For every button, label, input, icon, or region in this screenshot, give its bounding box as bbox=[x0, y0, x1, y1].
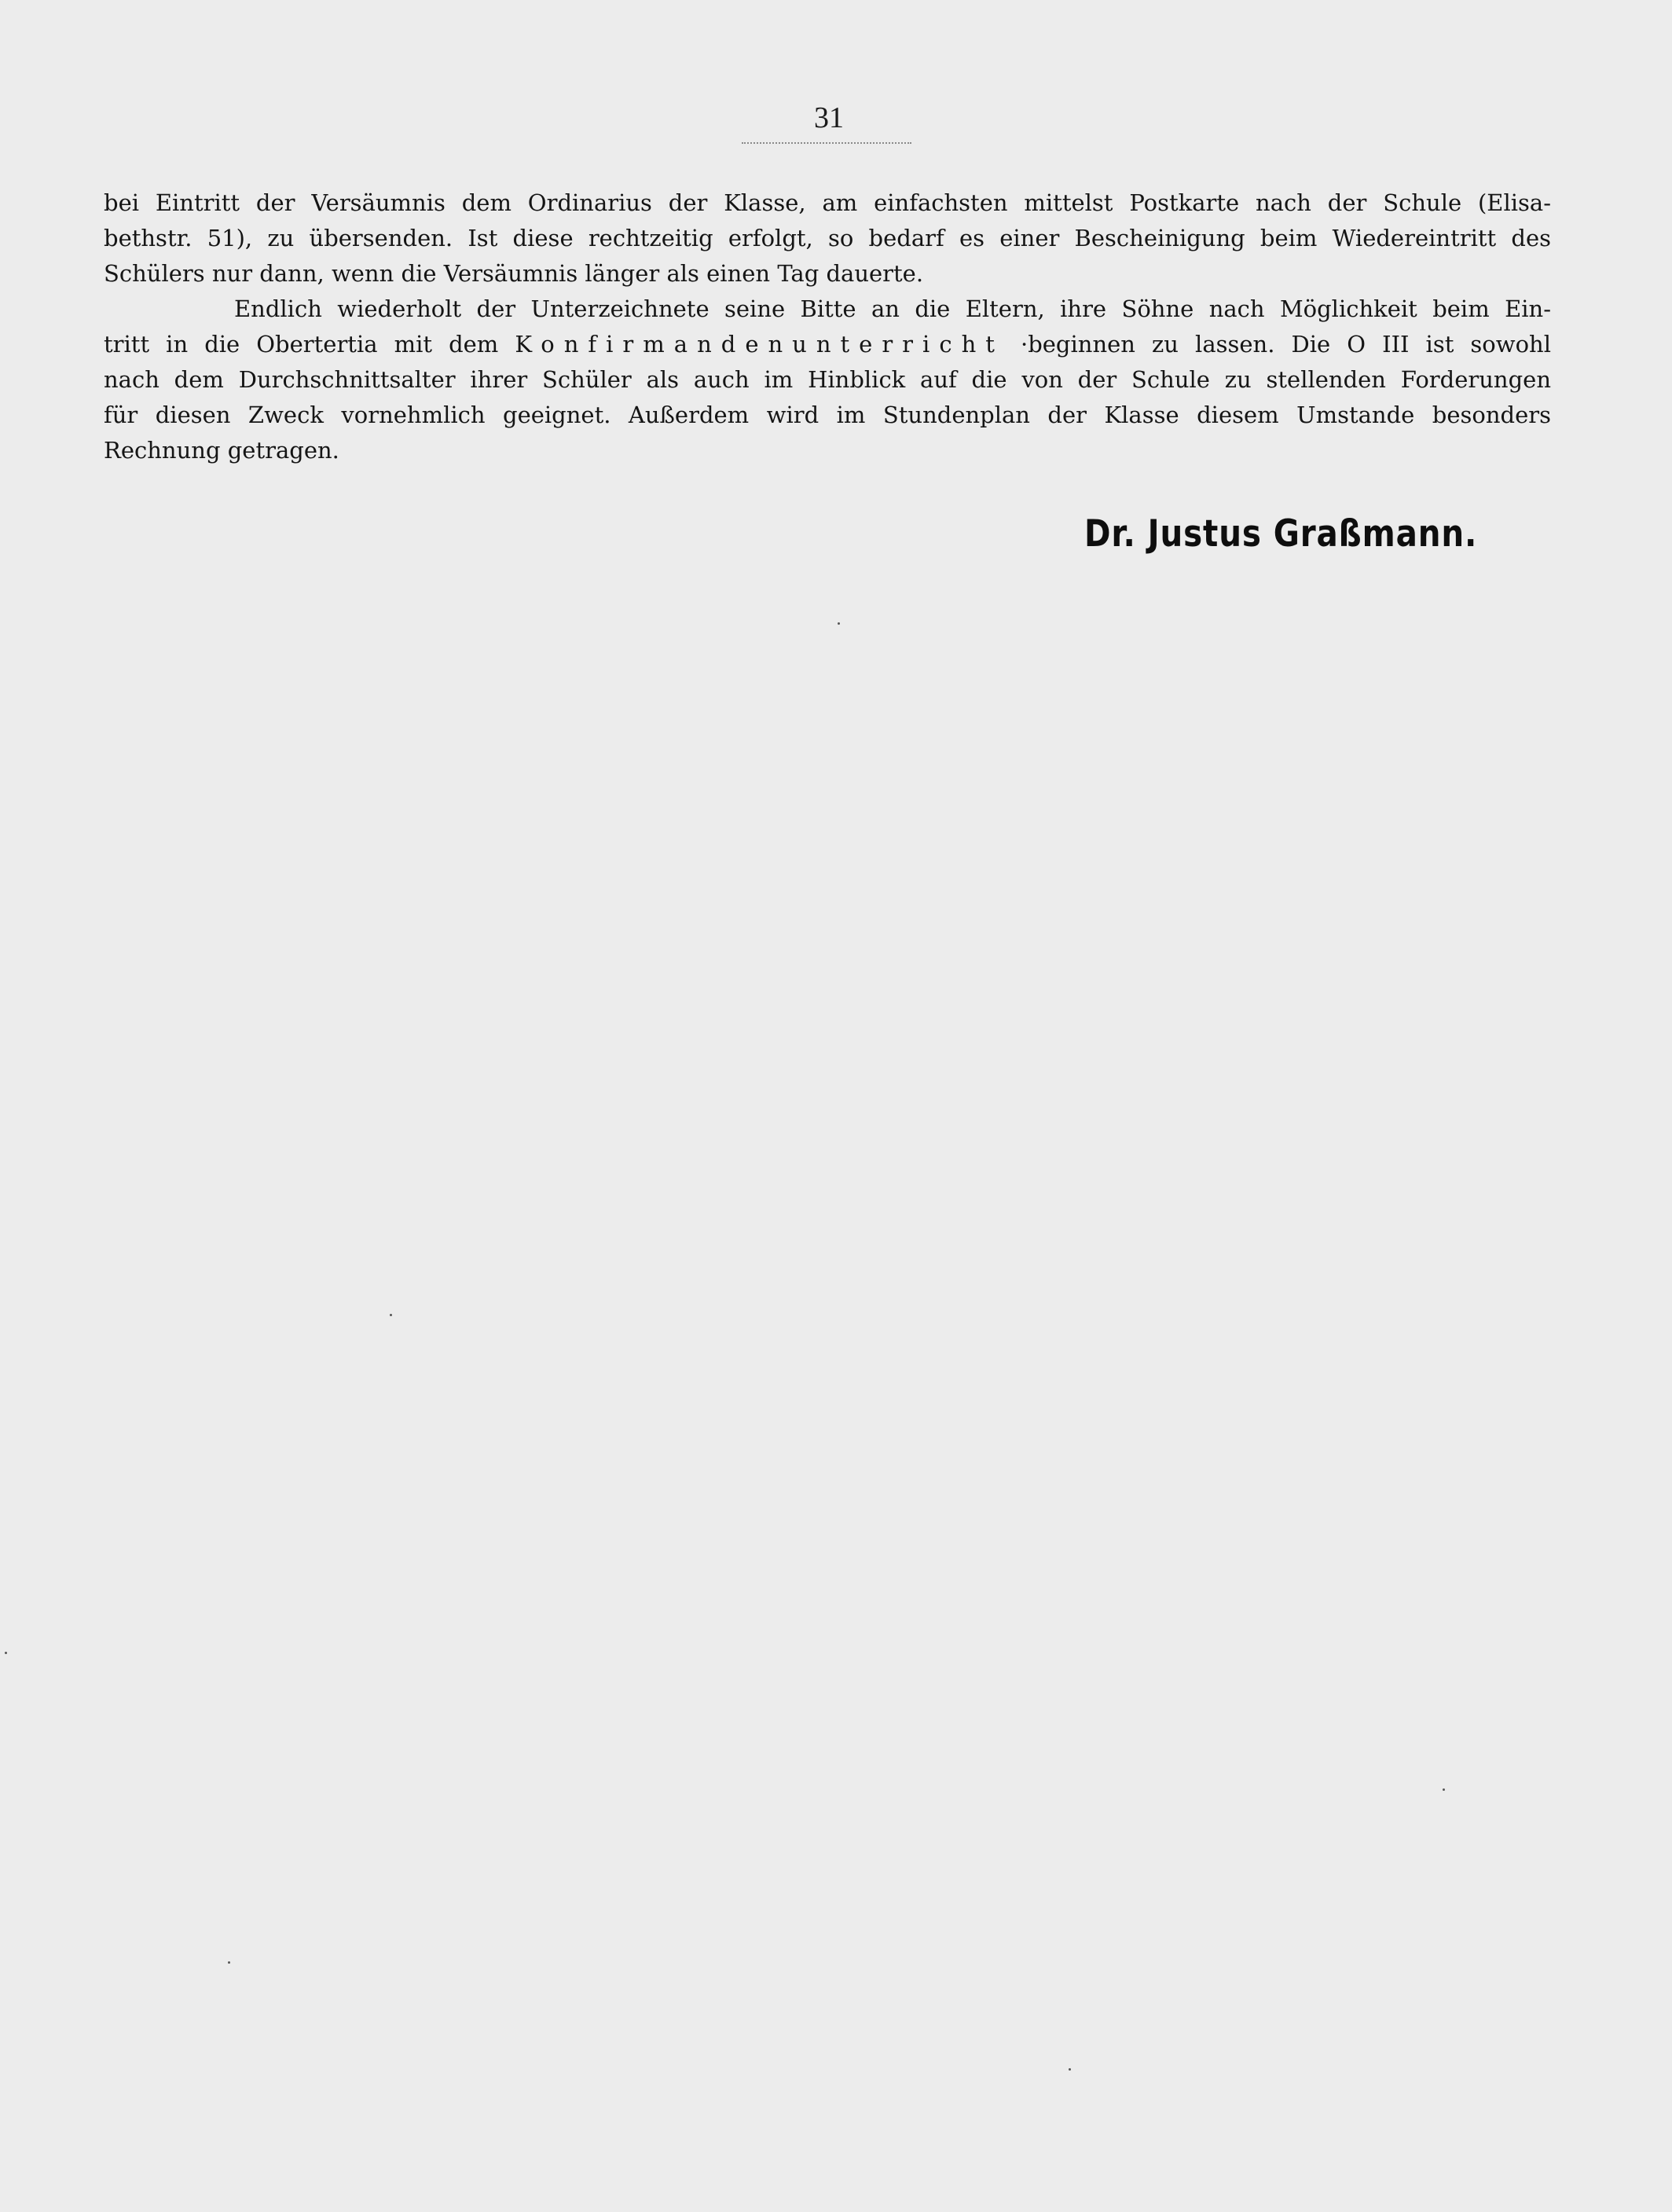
paragraph-1-line-2: bethstr. 51), zu übersenden. Ist diese rechtzeitig erfolgt, so bedarf es einer Bescheinigung beim Wiedereintritt des bbox=[104, 225, 1551, 251]
paragraph-1-line-3: Schülers nur dann, wenn die Versäumnis länger als einen Tag dauerte. bbox=[104, 260, 924, 287]
paper-speck bbox=[5, 1652, 7, 1654]
paragraph-2-line-5: Rechnung getragen. bbox=[104, 437, 339, 464]
page-number-rule bbox=[742, 142, 911, 144]
spaced-emphasis-word: Konfirmandenunterricht bbox=[515, 331, 1004, 358]
paragraph-2-line-2-start: tritt in die Obertertia mit dem bbox=[104, 331, 499, 358]
signature: Dr. Justus Graßmann. bbox=[1084, 512, 1478, 556]
paper-speck bbox=[228, 1961, 230, 1964]
page-number: 31 bbox=[814, 101, 844, 134]
paragraph-2-line-3: nach dem Durchschnittsalter ihrer Schüler als auch im Hinblick auf die von der Schule zu stellenden Forderungen bbox=[104, 366, 1551, 393]
paper-speck bbox=[1443, 1788, 1445, 1791]
paper-speck bbox=[838, 622, 840, 625]
paper-speck bbox=[390, 1314, 392, 1316]
paragraph-2-line-2 bbox=[104, 327, 1551, 362]
paragraph-2-line-1: Endlich wiederholt der Unterzeichnete seine Bitte an die Eltern, ihre Söhne nach Möglichkeit beim Ein- bbox=[234, 295, 1551, 322]
paper-speck bbox=[1069, 2068, 1071, 2071]
body-text bbox=[104, 185, 1551, 468]
paragraph-1-line-1: bei Eintritt der Versäumnis dem Ordinarius der Klasse, am einfachsten mittelst Postkarte nach der Schule (Elisa- bbox=[104, 189, 1551, 216]
paragraph-2-line-2-end: ·beginnen zu lassen. Die O III ist sowohl bbox=[1020, 331, 1552, 358]
paragraph-2-line-4: für diesen Zweck vornehmlich geeignet. Außerdem wird im Stundenplan der Klasse diesem Umstande besonders bbox=[104, 402, 1551, 428]
